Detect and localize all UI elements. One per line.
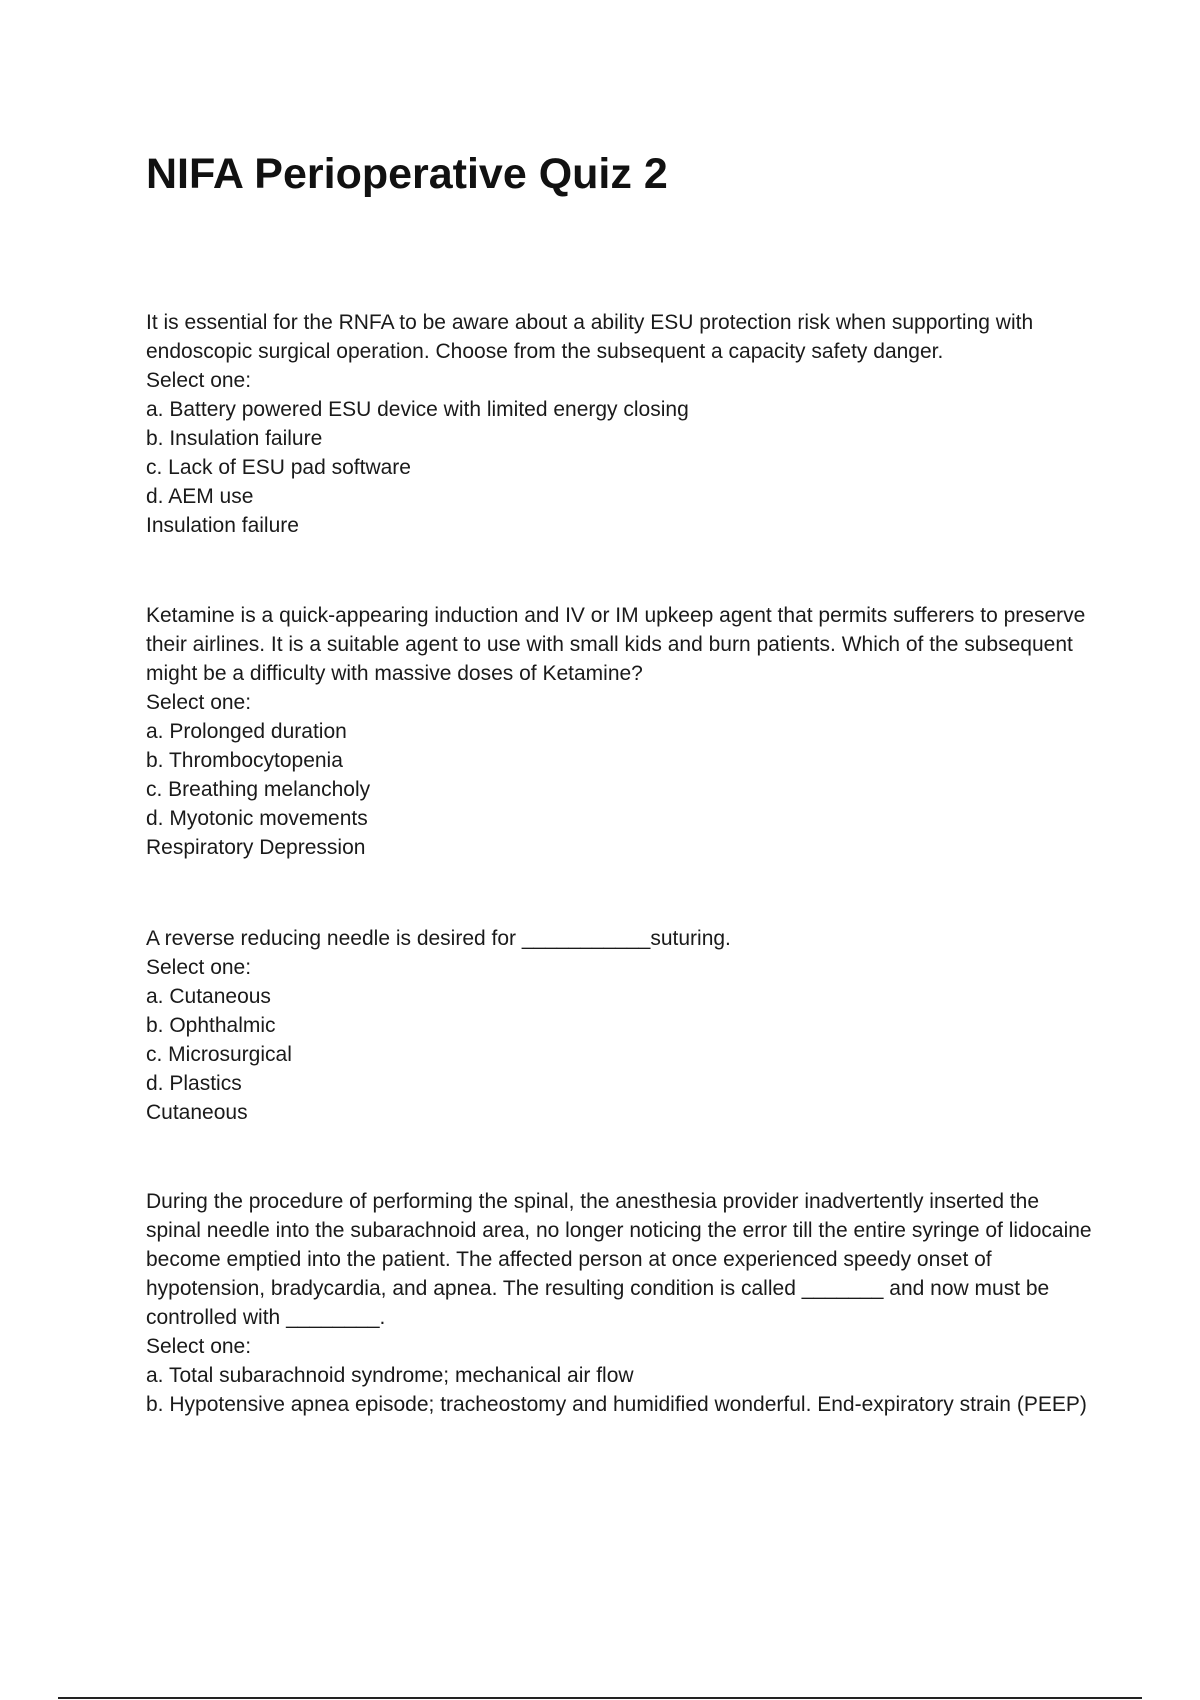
- answer-text: Insulation failure: [146, 514, 299, 537]
- option-b: b. Thrombocytopenia: [146, 749, 343, 772]
- question-text: It is essential for the RNFA to be aware about a ability ESU protection risk when supporting with endoscopic surgical operation. Choose from the subsequent a capacity safety danger.: [146, 311, 1034, 363]
- document-title: NIFA Perioperative Quiz 2: [146, 150, 668, 198]
- select-one-label: Select one:: [146, 369, 252, 392]
- question-2: [146, 601, 1096, 862]
- option-b: b. Ophthalmic: [146, 1014, 276, 1037]
- select-one-label: Select one:: [146, 1335, 252, 1358]
- question-text: A reverse reducing needle is desired for ___________suturing.: [146, 927, 731, 950]
- question-4: [146, 1187, 1096, 1419]
- option-d: d. Plastics: [146, 1072, 242, 1095]
- select-one-label: Select one:: [146, 691, 252, 714]
- option-c: c. Lack of ESU pad software: [146, 456, 411, 479]
- footer-divider: [58, 1697, 1142, 1699]
- option-a: a. Battery powered ESU device with limited energy closing: [146, 398, 689, 421]
- option-b: b. Hypotensive apnea episode; tracheostomy and humidified wonderful. End-expiratory strain (PEEP): [146, 1393, 1087, 1416]
- option-c: c. Microsurgical: [146, 1043, 292, 1066]
- question-1: [146, 308, 1096, 540]
- option-a: a. Total subarachnoid syndrome; mechanical air flow: [146, 1364, 634, 1387]
- option-d: d. Myotonic movements: [146, 807, 368, 830]
- question-3: [146, 924, 1096, 1127]
- answer-text: Cutaneous: [146, 1101, 248, 1124]
- option-a: a. Cutaneous: [146, 985, 271, 1008]
- option-b: b. Insulation failure: [146, 427, 323, 450]
- question-text: Ketamine is a quick-appearing induction and IV or IM upkeep agent that permits sufferers to preserve their airlines. It is a suitable agent to use with small kids and burn patients. Which of the subsequent might be a difficulty with massive doses of Ketamine?: [146, 604, 1086, 685]
- option-c: c. Breathing melancholy: [146, 778, 371, 801]
- option-d: d. AEM use: [146, 485, 254, 508]
- option-a: a. Prolonged duration: [146, 720, 347, 743]
- answer-text: Respiratory Depression: [146, 836, 366, 859]
- question-text: During the procedure of performing the spinal, the anesthesia provider inadvertently inserted the spinal needle into the subarachnoid area, no longer noticing the error till the entire syringe of lidocaine become emptied into the patient. The affected person at once experienced speedy onset of hypotension, bradycardia, and apnea. The resulting condition is called _______ and now must be controlled with ________.: [146, 1190, 1092, 1329]
- select-one-label: Select one:: [146, 956, 252, 979]
